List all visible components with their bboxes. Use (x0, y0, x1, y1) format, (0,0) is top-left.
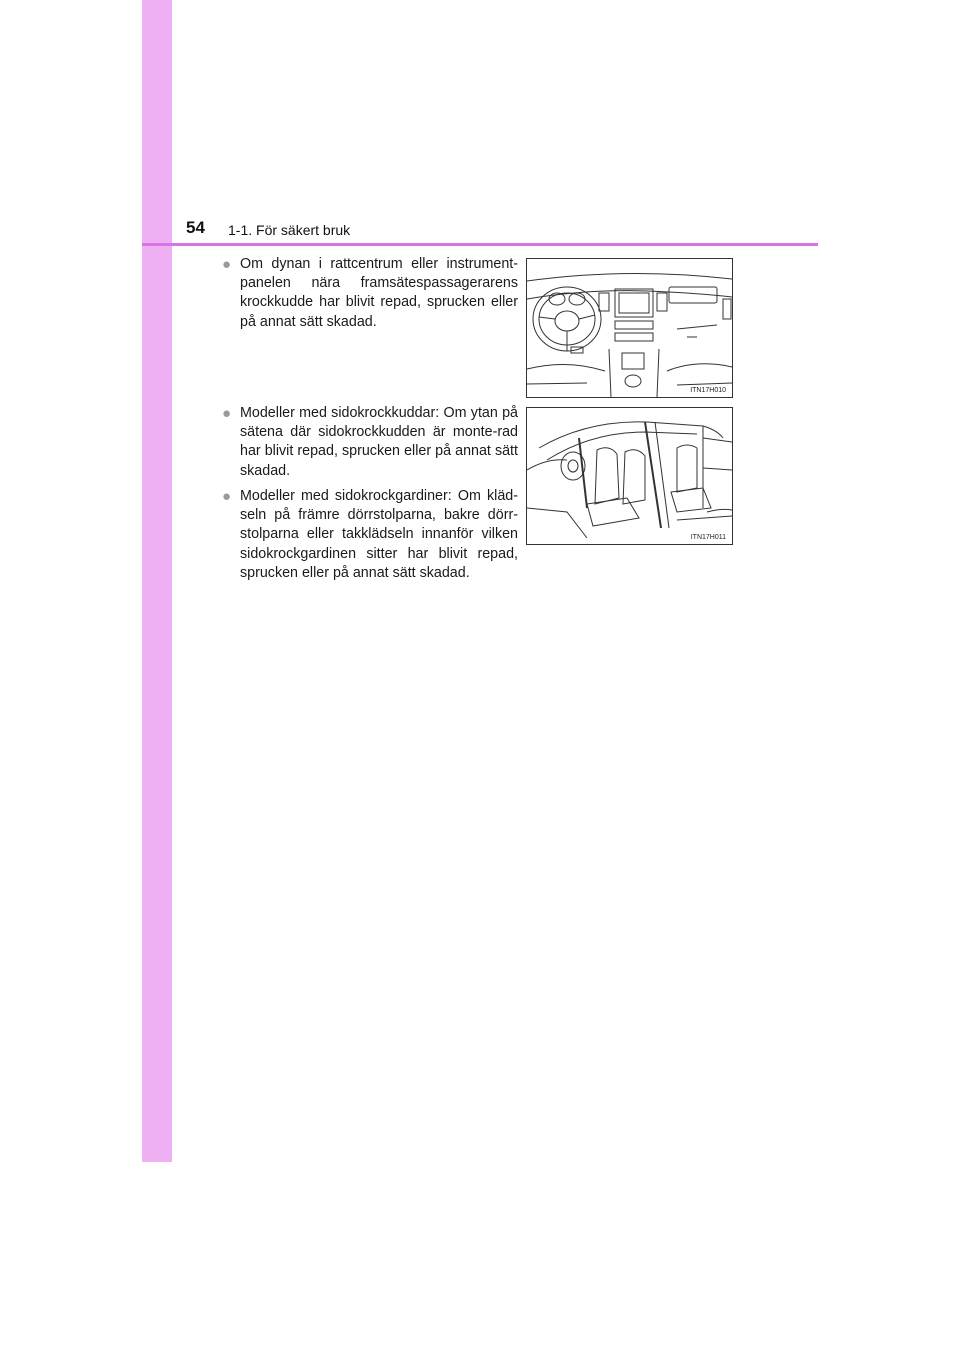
dashboard-airbag-illustration (526, 258, 733, 398)
bullet-item (222, 404, 518, 481)
side-airbag-illustration (526, 407, 733, 545)
bullet-dot-icon: ● (222, 488, 232, 505)
bullet-text: Modeller med sidokrockkuddar: Om ytan på sätena där sidokrockkudden är monte-rad har blivit repad, sprucken eller på annat sätt skadad. (240, 405, 518, 479)
bullet-item (222, 255, 518, 332)
bullet-item (222, 487, 518, 583)
figure-code: ITN17H011 (690, 534, 726, 541)
section-title: 1-1. För säkert bruk (228, 222, 351, 238)
page-number: 54 (186, 218, 205, 237)
header-divider (142, 243, 818, 246)
bullet-text: Modeller med sidokrockgardiner: Om kläd-seln på främre dörrstolparna, bakre dörr-stolparna eller takklädseln innanför vilken sidokrockgardinen sitter har blivit repad, sprucken eller på annat sätt skadad. (240, 488, 518, 581)
figure-code: ITN17H010 (690, 387, 726, 394)
bullet-dot-icon: ● (222, 256, 232, 273)
bullet-dot-icon: ● (222, 405, 232, 422)
section-color-band (142, 0, 172, 1162)
bullet-text: Om dynan i rattcentrum eller instrument-panelen nära framsätespassagerarens krockkudde har blivit repad, sprucken eller på annat sätt skadad. (240, 256, 518, 330)
